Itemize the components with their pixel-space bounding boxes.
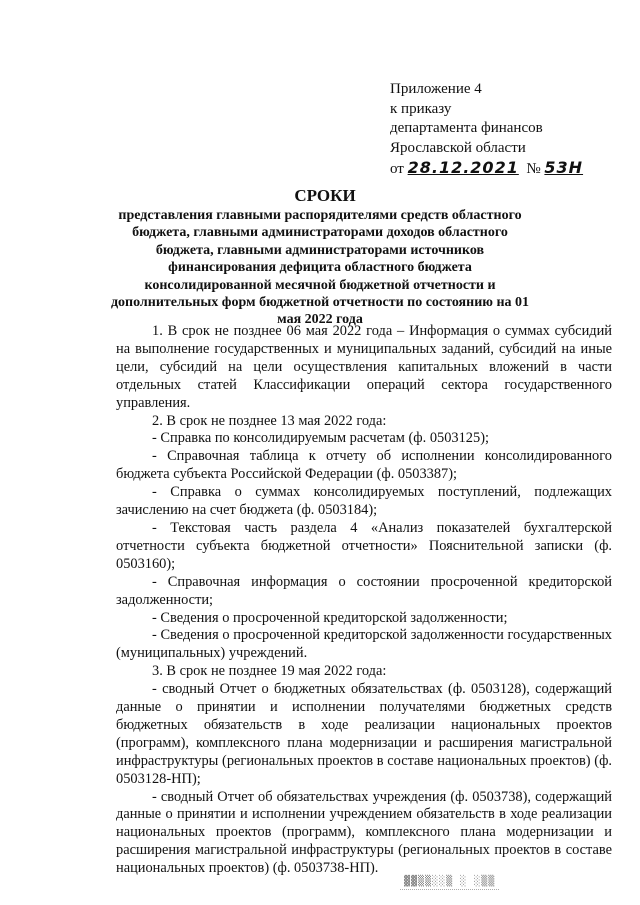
paragraph-item-2: 2. В срок не позднее 13 мая 2022 года: [152, 412, 387, 429]
list-item: - Текстовая часть раздела 4 «Анализ показателей бухгалтерской отчетности субъекта бюджетной отчетности» Пояснительной записки (ф. 0503160); [116, 519, 612, 572]
appendix-line: департамента финансов [390, 120, 543, 136]
list-item: - Сведения о просроченной кредиторской задолженности государственных (муниципальных) учреждений. [116, 627, 612, 662]
handwritten-number: 53Н [544, 158, 584, 177]
handwritten-date: 28.12.2021 [407, 158, 519, 177]
appendix-line: Приложение 4 [390, 81, 482, 97]
list-item: - Сведения о просроченной кредиторской задолженности; [152, 609, 508, 626]
document-title: СРОКИ [294, 186, 356, 205]
paragraph-item-3: 3. В срок не позднее 19 мая 2022 года: [152, 663, 387, 680]
list-item: - Справка по консолидируемым расчетам (ф. 0503125); [152, 430, 489, 447]
appendix-line: Ярославской области [390, 139, 526, 156]
list-item: - Справочная таблица к отчету об исполнении консолидированного бюджета субъекта Российской Федерации (ф. 0503387); [116, 448, 612, 483]
list-item: - сводный Отчет об обязательствах учреждения (ф. 0503738), содержащий данные о принятии и исполнении учреждением обязательств в ходе реализации национальных проектов (программ), комплексного плана модернизации и расширения магистральной инфраструктуры (региональных проектов в составе национальных проектов) (ф. 0503738-НП). [116, 788, 612, 877]
appendix-date-line [390, 158, 583, 180]
paragraph-item-1: 1. В срок не позднее 06 мая 2022 года – Информация о суммах субсидий на выполнение государственных и муниципальных заданий, субсидий на иные цели, субсидий на цели осуществления капитальных вложений в части отдельных статей Классификации операций сектора государственного управления. [116, 323, 612, 411]
list-item: - сводный Отчет о бюджетных обязательствах (ф. 0503128), содержащий данные о принятии и исполнении получателями бюджетных средств бюджетных обязательств в ходе реализации национальных проектов (программ), комплексного плана модернизации и расширения магистральной инфраструктуры (региональных проектов в составе национальных проектов) (ф. 0503128-НП); [116, 681, 612, 787]
date-prefix: от [390, 161, 404, 177]
scan-stamp-mark: ▓▓▒▒░░▒ ░ ░▒▒ [400, 876, 499, 890]
number-prefix: № [526, 161, 541, 177]
document-body [116, 323, 612, 878]
document-subtitle: представления главными распорядителями средств областного бюджета, главными администраторами доходов областного бюджета, главными администраторами источников финансирования дефицита областного бюджета консолидированной месячной бюджетной отчетности и дополнительных форм бюджетной отчетности по состоянию на 01 мая 2022 года [110, 208, 530, 328]
appendix-line: к приказу [390, 100, 452, 117]
appendix-block [390, 80, 583, 180]
list-item: - Справочная информация о состоянии просроченной кредиторской задолженности; [116, 573, 612, 608]
list-item: - Справка о суммах консолидируемых поступлений, подлежащих зачислению на счет бюджета (ф. 0503184); [116, 484, 612, 519]
